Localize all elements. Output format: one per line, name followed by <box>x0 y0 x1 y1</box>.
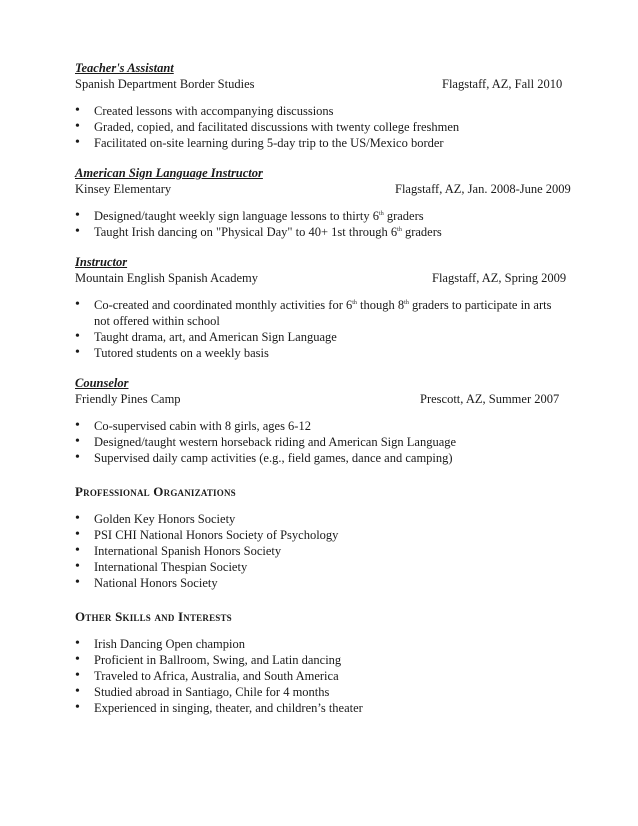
job-title: Teacher's Assistant <box>75 61 174 75</box>
job-org-line <box>75 270 565 286</box>
job-bullets <box>75 418 565 466</box>
organizations-list <box>75 511 565 591</box>
list-item: • Studied abroad in Santiago, Chile for 4 months <box>75 684 565 700</box>
job-entry <box>75 60 565 151</box>
job-org-line <box>75 391 565 407</box>
list-item: • Facilitated on-site learning during 5-day trip to the US/Mexico border <box>75 135 565 151</box>
job-location-date: Flagstaff, AZ, Spring 2009 <box>432 271 567 285</box>
resume-content <box>75 60 571 716</box>
list-item: • National Honors Society <box>75 575 565 591</box>
list-item: • Supervised daily camp activities (e.g., field games, dance and camping) <box>75 450 565 466</box>
job-bullets <box>75 208 565 240</box>
list-item: • Graded, copied, and facilitated discussions with twenty college freshmen <box>75 119 565 135</box>
list-item: • International Thespian Society <box>75 559 565 575</box>
list-item: • Designed/taught western horseback riding and American Sign Language <box>75 434 565 450</box>
list-item: • Proficient in Ballroom, Swing, and Latin dancing <box>75 652 565 668</box>
job-entry <box>75 375 565 466</box>
job-bullets <box>75 103 565 151</box>
job-bullets <box>75 297 565 361</box>
list-item: • Experienced in singing, theater, and children’s theater <box>75 700 565 716</box>
list-item: • Golden Key Honors Society <box>75 511 565 527</box>
list-item: • International Spanish Honors Society <box>75 543 565 559</box>
list-item: • Taught Irish dancing on "Physical Day" to 40+ 1st through 6th graders <box>75 224 565 240</box>
job-organization: Mountain English Spanish Academy <box>75 271 258 285</box>
list-item: • Traveled to Africa, Australia, and South America <box>75 668 565 684</box>
list-item: • Irish Dancing Open champion <box>75 636 565 652</box>
skills-list <box>75 636 565 716</box>
job-location-date: Prescott, AZ, Summer 2007 <box>420 392 560 406</box>
job-org-line <box>75 76 565 92</box>
job-location-date: Flagstaff, AZ, Fall 2010 <box>442 77 563 91</box>
list-item: • Created lessons with accompanying discussions <box>75 103 565 119</box>
job-title: Instructor <box>75 255 128 269</box>
job-organization: Spanish Department Border Studies <box>75 77 255 91</box>
section-heading: Other Skills and Interests <box>75 609 232 624</box>
section-heading: Professional Organizations <box>75 484 236 499</box>
job-title: American Sign Language Instructor <box>75 166 263 180</box>
other-skills-section <box>75 609 565 716</box>
job-organization: Friendly Pines Camp <box>75 392 181 406</box>
job-entry <box>75 165 571 240</box>
list-item: • Tutored students on a weekly basis <box>75 345 565 361</box>
job-organization: Kinsey Elementary <box>75 182 172 196</box>
list-item: • Co-created and coordinated monthly activities for 6th though 8th graders to participate in arts not offered within school <box>75 297 565 329</box>
job-location-date: Flagstaff, AZ, Jan. 2008-June 2009 <box>395 182 571 196</box>
list-item: • Co-supervised cabin with 8 girls, ages 6-12 <box>75 418 565 434</box>
professional-organizations-section <box>75 484 565 591</box>
job-org-line <box>75 181 571 197</box>
list-item: • Taught drama, art, and American Sign Language <box>75 329 565 345</box>
job-title: Counselor <box>75 376 129 390</box>
list-item: • PSI CHI National Honors Society of Psychology <box>75 527 565 543</box>
job-entry <box>75 254 565 361</box>
list-item: • Designed/taught weekly sign language lessons to thirty 6th graders <box>75 208 565 224</box>
